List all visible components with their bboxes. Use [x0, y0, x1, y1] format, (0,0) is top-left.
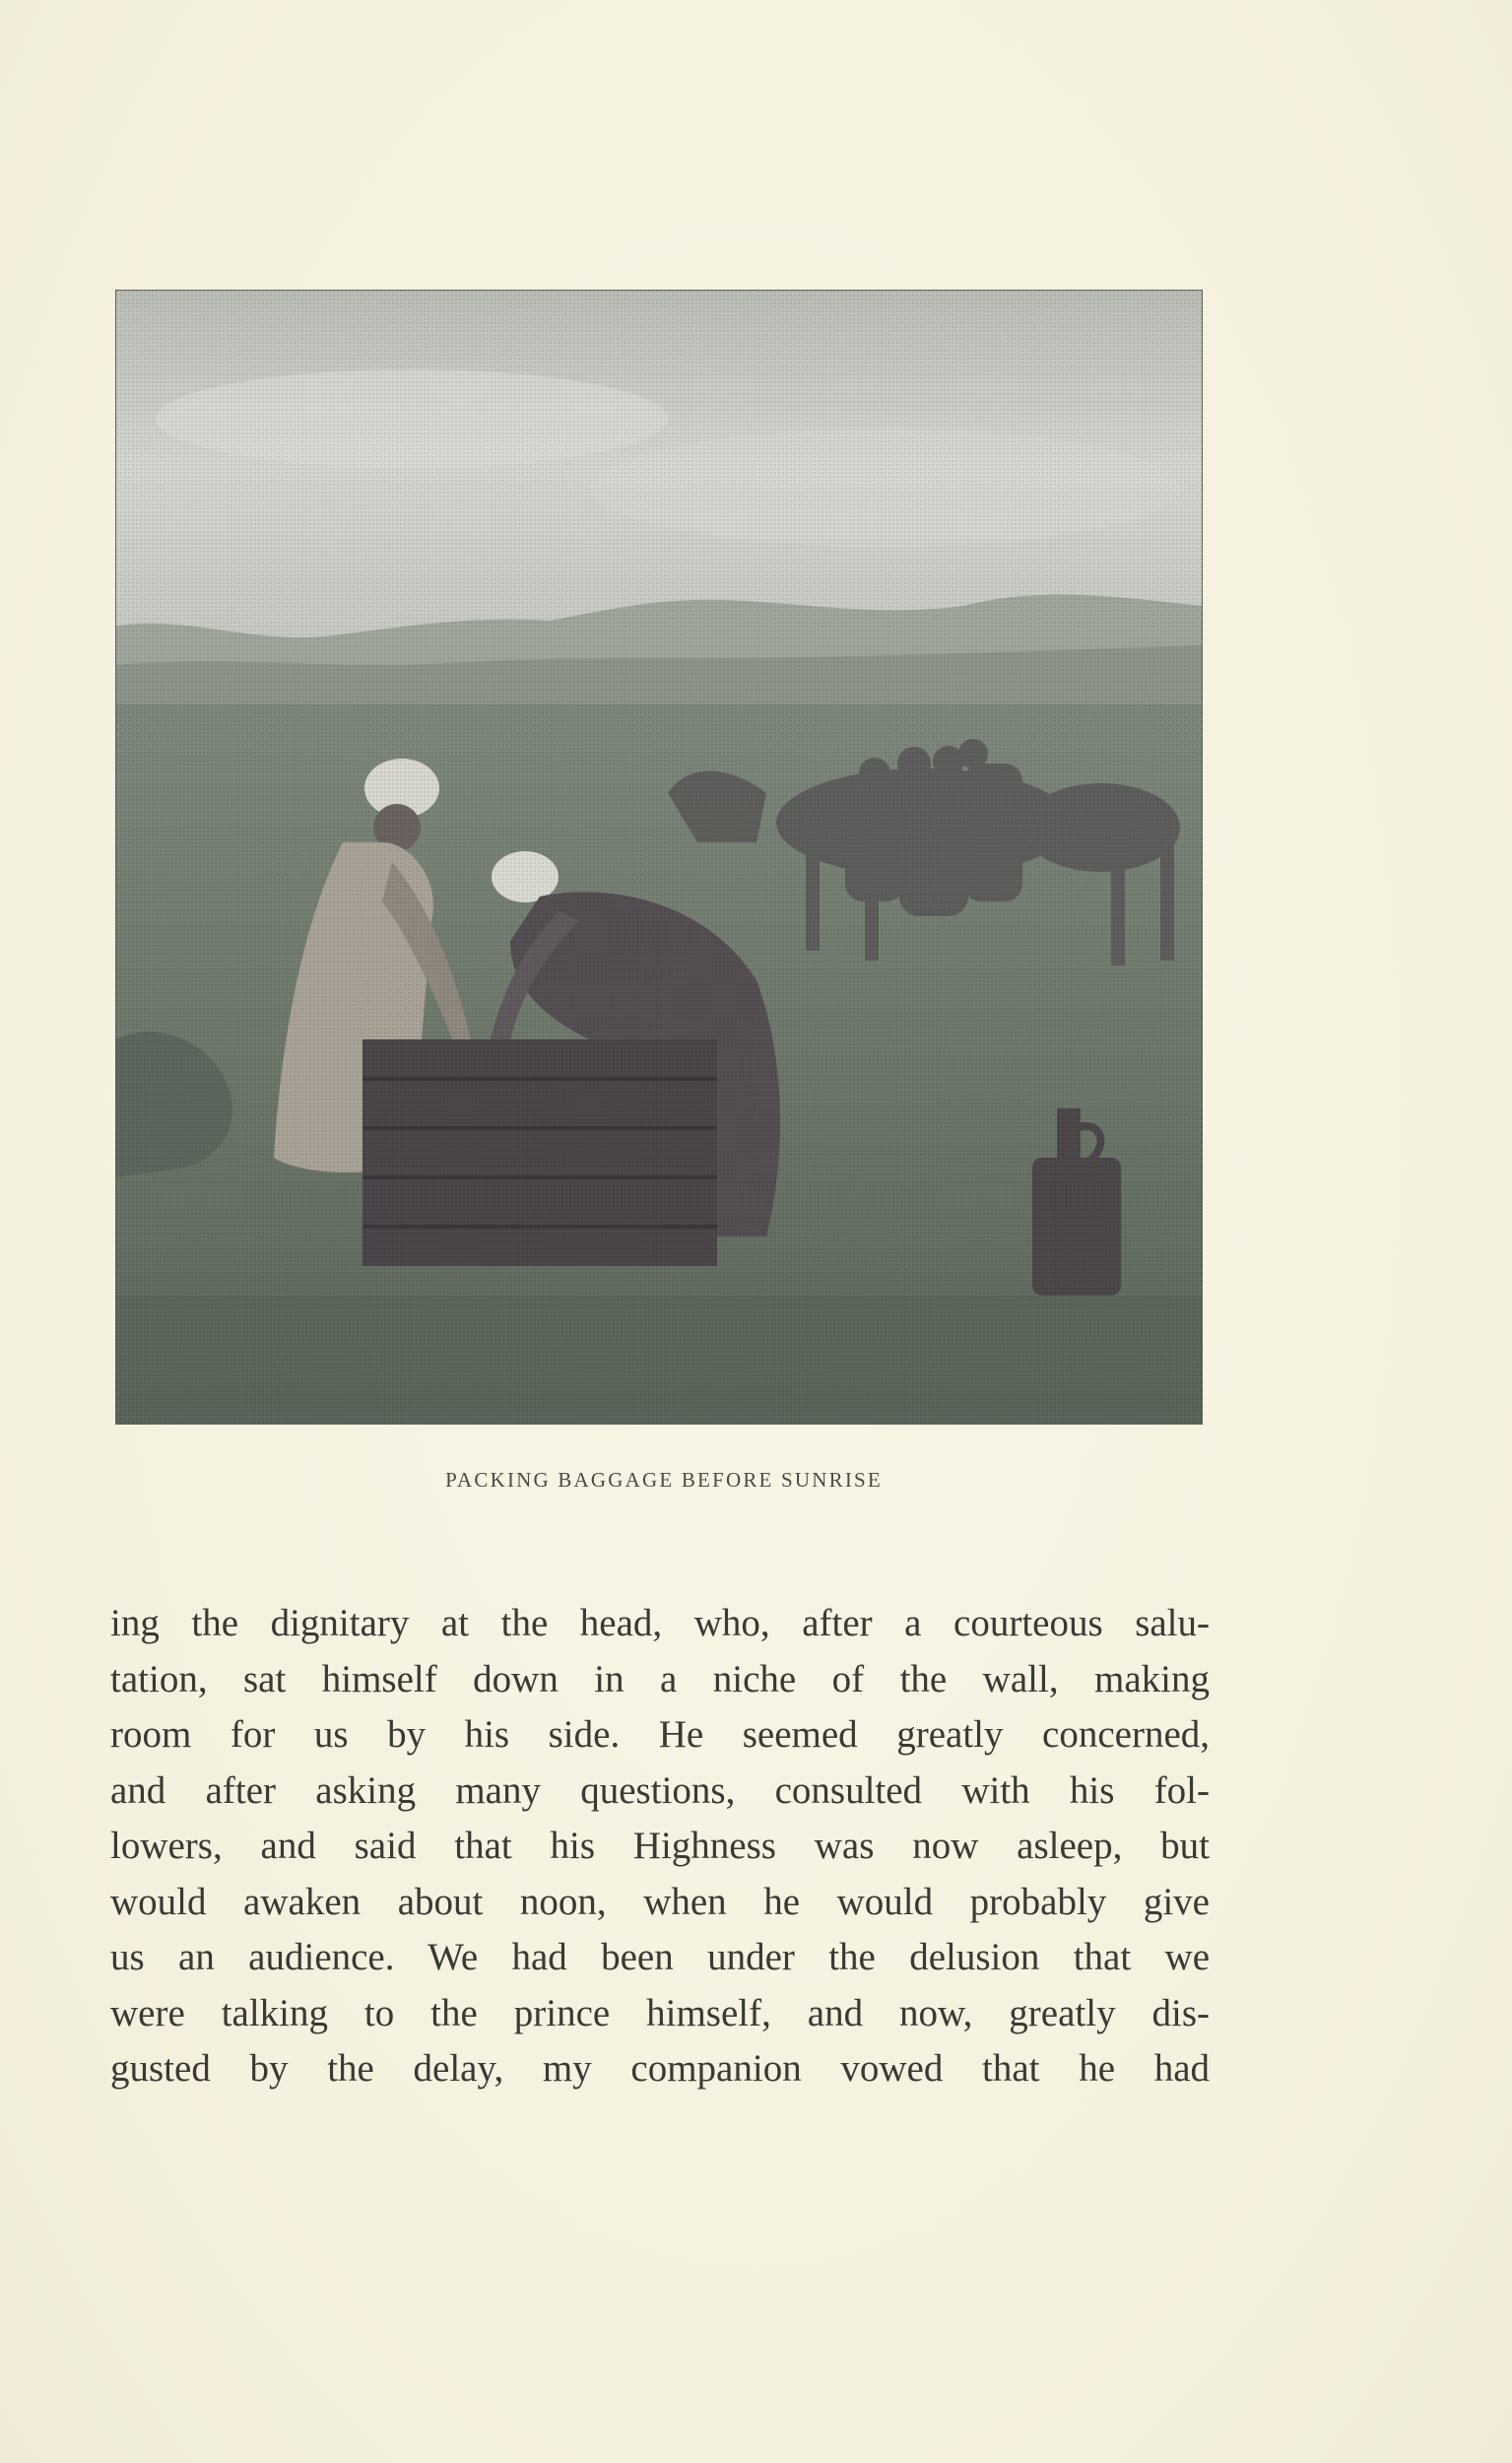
text-line: room for us by his side. He seemed greatly concerned, — [110, 1713, 1210, 1756]
illustration-scene — [116, 291, 1202, 1424]
body-paragraph — [110, 1596, 1210, 2097]
text-line: would awaken about noon, when he would probably give — [110, 1880, 1210, 1923]
halftone-illustration — [116, 291, 1202, 1424]
illustration-caption: PACKING BAGGAGE BEFORE SUNRISE — [445, 1468, 883, 1492]
text-line: and after asking many questions, consulted with his fol- — [110, 1768, 1210, 1812]
text-line: ing the dignitary at the head, who, after a courteous salu- — [110, 1602, 1210, 1644]
text-line: gusted by the delay, my companion vowed that he had — [110, 2047, 1210, 2090]
text-line: tation, sat himself down in a niche of the wall, making — [110, 1657, 1210, 1700]
text-line: us an audience. We had been under the delusion that we — [110, 1936, 1210, 1978]
text-line: lowers, and said that his Highness was now asleep, but — [110, 1825, 1210, 1867]
text-line: were talking to the prince himself, and now, greatly dis- — [110, 1991, 1210, 2034]
